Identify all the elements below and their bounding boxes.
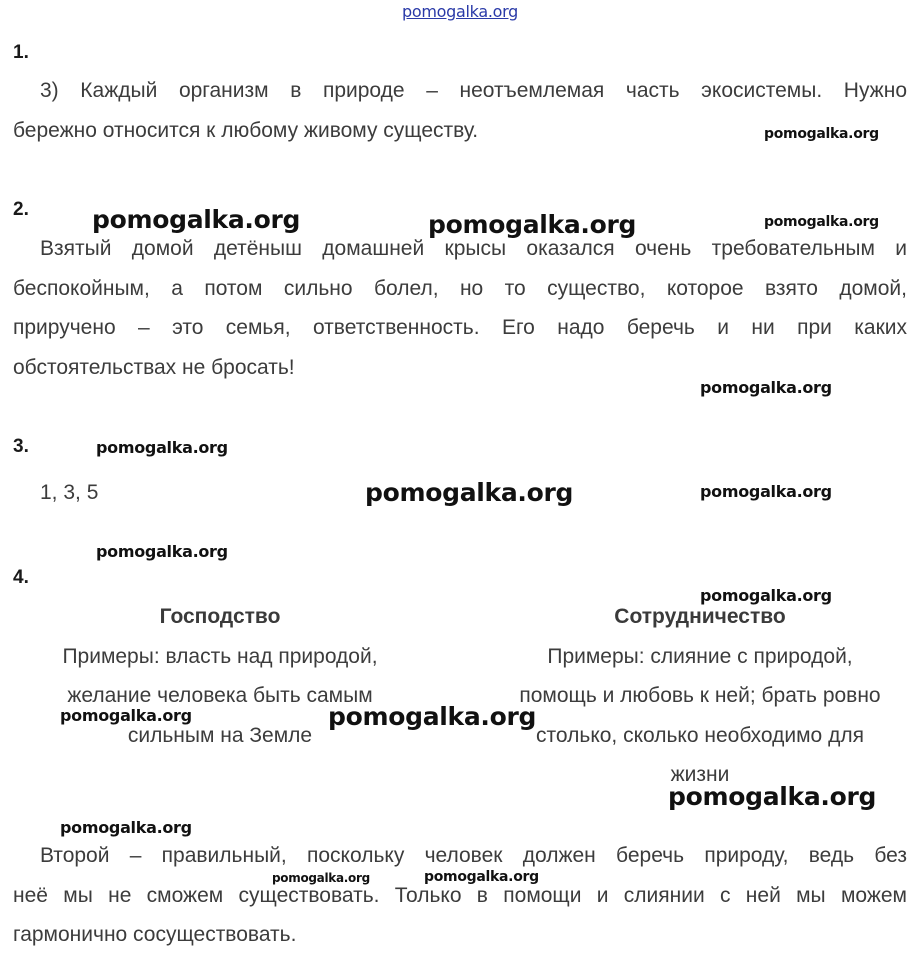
section-2-text <box>13 229 907 387</box>
section-2-line-1: Взятый домой детёныш домашней крысы оказался очень требовательным и <box>40 237 907 260</box>
watermark: pomogalka.org <box>96 438 228 457</box>
right-column-line-1: Примеры: слияние с природой, <box>547 644 853 668</box>
section-3-answer: 1, 3, 5 <box>40 481 99 504</box>
section-4-conclusion <box>13 836 907 955</box>
watermark: pomogalka.org <box>365 478 574 507</box>
section-2-line-4: обстоятельствах не бросать! <box>13 355 295 379</box>
watermark: pomogalka.org <box>328 702 537 731</box>
section-3-number: 3. <box>13 436 29 457</box>
watermark: pomogalka.org <box>668 782 877 811</box>
right-column-title: Сотрудничество <box>614 605 786 628</box>
watermark: pomogalka.org <box>764 126 879 142</box>
watermark: pomogalka.org <box>700 482 832 501</box>
conclusion-line-3: гармонично сосуществовать. <box>13 923 297 946</box>
watermark: pomogalka.org <box>428 210 637 239</box>
watermark: pomogalka.org <box>60 706 192 725</box>
conclusion-line-1: Второй – правильный, поскольку человек должен беречь природу, ведь без <box>40 844 907 867</box>
left-column-title: Господство <box>159 605 281 628</box>
watermark: pomogalka.org <box>700 378 832 397</box>
conclusion-line-2: неё мы не сможем существовать. Только в помощи и слиянии с ней мы можем <box>13 883 907 907</box>
watermark: pomogalka.org <box>700 586 832 605</box>
section-2-line-3: приручено – это семья, ответственность. Его надо беречь и ни при каких <box>13 316 907 339</box>
watermark: pomogalka.org <box>92 205 301 234</box>
section-1-line-1: 3) Каждый организм в природе – неотъемлемая часть экосистемы. Нужно <box>40 79 907 102</box>
section-1-number: 1. <box>13 42 29 63</box>
watermark: pomogalka.org <box>60 818 192 837</box>
right-column-line-3: столько, сколько необходимо для <box>536 723 864 747</box>
right-column <box>480 597 920 795</box>
section-4-number: 4. <box>13 567 29 588</box>
section-2-line-2: беспокойным, а потом сильно болел, но то существо, которое взято домой, <box>13 276 907 300</box>
watermark: pomogalka.org <box>764 214 879 230</box>
left-column <box>20 597 420 755</box>
right-column-line-4: жизни <box>670 763 730 786</box>
right-column-line-2: помощь и любовь к ней; брать ровно <box>519 684 881 707</box>
left-column-line-2: желание человека быть самым <box>67 684 373 707</box>
section-1-line-2: бережно относится к любому живому существу. <box>13 118 479 142</box>
watermark: pomogalka.org <box>424 869 539 885</box>
left-column-line-1: Примеры: власть над природой, <box>62 644 378 668</box>
watermark: pomogalka.org <box>272 871 370 885</box>
section-2-number: 2. <box>13 199 29 220</box>
left-column-line-3: сильным на Земле <box>127 723 313 747</box>
top-link[interactable]: pomogalka.org <box>402 2 518 21</box>
watermark: pomogalka.org <box>96 542 228 561</box>
